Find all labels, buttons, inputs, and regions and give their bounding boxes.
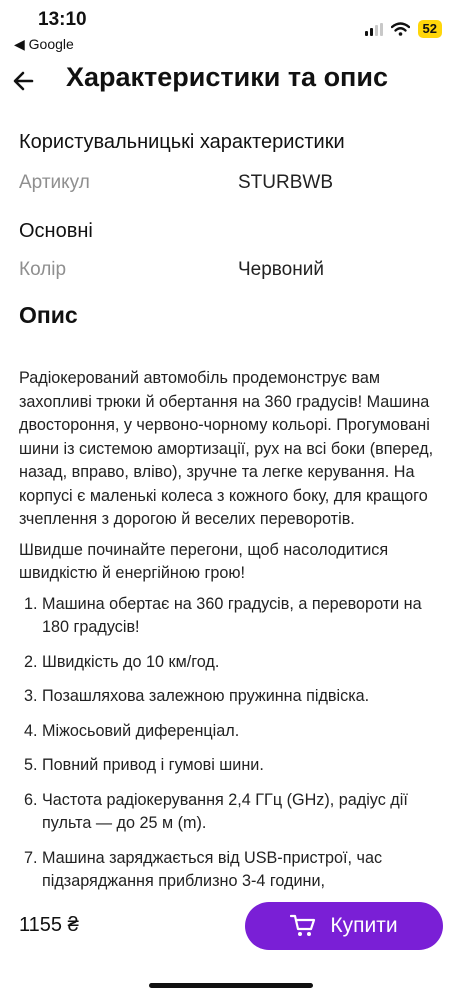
status-time: 13:10 (38, 9, 87, 30)
back-to-google-link[interactable]: ◀ Google (14, 36, 74, 52)
color-value: Червоний (238, 259, 324, 280)
feature-item: 7. Машина заряджається від USB-пристрої, час підзаряджання приблизно 3-4 години, (42, 847, 449, 894)
cart-icon (290, 914, 316, 938)
article-value: STURBWB (238, 172, 333, 193)
battery-icon: 52 (418, 20, 442, 38)
signal-icon (365, 23, 383, 36)
feature-item: 2. Швидкість до 10 км/год. (42, 651, 449, 675)
feature-item: 5. Повний привод і гумові шини. (42, 754, 449, 778)
description-body (19, 367, 449, 905)
user-specs-title: Користувальницькі характеристики (19, 131, 345, 153)
status-bar (0, 0, 462, 58)
feature-item: 6. Частота радіокерування 2,4 ГГц (GHz), радіус дії пульта — до 25 м (m). (42, 789, 449, 836)
buy-button[interactable] (245, 902, 443, 950)
feature-item: 4. Міжосьовий диференціал. (42, 720, 449, 744)
feature-item: 3. Позашляхова залежною пружинна підвіска. (42, 685, 449, 709)
article-label: Артикул (19, 172, 90, 193)
home-indicator[interactable] (149, 983, 313, 988)
feature-item: 1. Машина обертає на 360 градусів, а перевороти на 180 градусів! (42, 593, 449, 640)
price: 1155 ₴ (19, 914, 79, 936)
color-label: Колір (19, 259, 67, 280)
description-paragraph: Швидше починайте перегони, щоб насолодитися швидкістю й енергійною грою! (19, 540, 389, 582)
buy-button-label: Купити (330, 914, 398, 937)
wifi-icon (391, 22, 410, 36)
page-title: Характеристики та опис (66, 62, 388, 92)
back-arrow-icon[interactable] (10, 64, 42, 98)
status-icons (365, 20, 442, 38)
description-heading: Опис (19, 302, 78, 328)
main-specs-title: Основні (19, 220, 93, 242)
features-list (19, 593, 449, 894)
page-header (0, 60, 462, 104)
purchase-bar (0, 895, 462, 999)
description-paragraph: Радіокерований автомобіль продемонструє вам захопливі трюки й обертання на 360 градусів! Машина двостороння, у червоно-чорному кольорі. Прогумовані шини із системою амортизації, рух на всі боки (вперед, назад, вправо, вліво), зручне та легке керування. На корпусі є маленькі колеса з кожного боку, для кращого зчеплення з дорогою й веселих переворотів. (19, 369, 434, 528)
